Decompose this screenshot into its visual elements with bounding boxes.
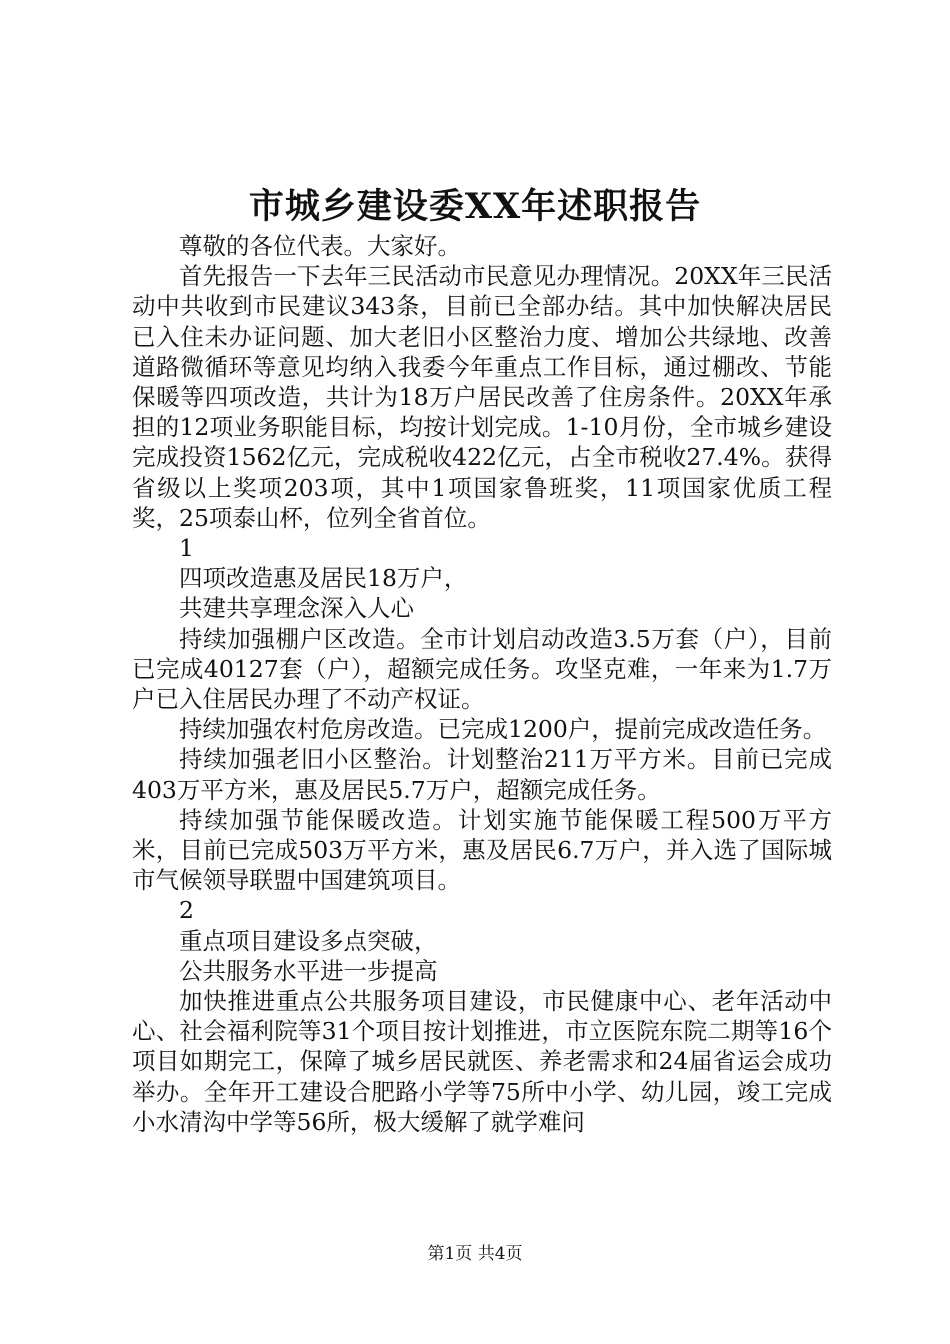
body-paragraph: 加快推进重点公共服务项目建设，市民健康中心、老年活动中心、社会福利院等31个项目按计划推进，市立医院东院二期等16个项目如期完工，保障了城乡居民就医、养老需求和24届省运会成功举办。全年开工建设合肥路小学等75所中小学、幼儿园，竣工完成小水清沟中学等56所，极大缓解了就学难问 <box>132 987 832 1136</box>
section-heading: 公共服务水平进一步提高 <box>179 956 438 985</box>
body-paragraph: 持续加强节能保暖改造。计划实施节能保暖工程500万平方米，目前已完成503万平方米，惠及居民6.7万户，并入选了国际城市气候领导联盟中国建筑项目。 <box>132 805 832 895</box>
section-heading: 重点项目建设多点突破， <box>179 926 438 955</box>
section-heading: 四项改造惠及居民18万户， <box>179 564 468 593</box>
body-paragraph: 持续加强农村危房改造。已完成1200户，提前完成改造任务。 <box>179 715 827 744</box>
body-paragraph: 持续加强棚户区改造。全市计划启动改造3.5万套（户），目前已完成40127套（户），超额完成任务。攻坚克难，一年来为1.7万户已入住居民办理了不动产权证。 <box>132 624 832 714</box>
greeting-paragraph: 尊敬的各位代表。大家好。 <box>179 232 461 260</box>
page-footer: 第1页 共4页 <box>427 1244 523 1264</box>
section-number: 1 <box>179 534 194 563</box>
document-body <box>132 231 832 1137</box>
intro-paragraph: 首先报告一下去年三民活动市民意见办理情况。20XX年三民活动中共收到市民建议343条，目前已全部办结。其中加快解决居民已入住未办证问题、加大老旧小区整治力度、增加公共绿地、改善道路微循环等意见均纳入我委今年重点工作目标，通过棚改、节能保暖等四项改造，共计为18万户居民改善了住房条件。20XX年承担的12项业务职能目标，均按计划完成。1-10月份，全市城乡建设完成投资1562亿元，完成税收422亿元，占全市税收27.4%。获得省级以上奖项203项，其中1项国家鲁班奖，11项国家优质工程奖，25项泰山杯，位列全省首位。 <box>132 262 832 532</box>
section-number: 2 <box>179 896 194 925</box>
page-title: 市城乡建设委XX年述职报告 <box>248 186 702 227</box>
body-paragraph: 持续加强老旧小区整治。计划整治211万平方米。目前已完成403万平方米，惠及居民5.7万户，超额完成任务。 <box>132 745 832 804</box>
section-heading: 共建共享理念深入人心 <box>179 594 414 623</box>
